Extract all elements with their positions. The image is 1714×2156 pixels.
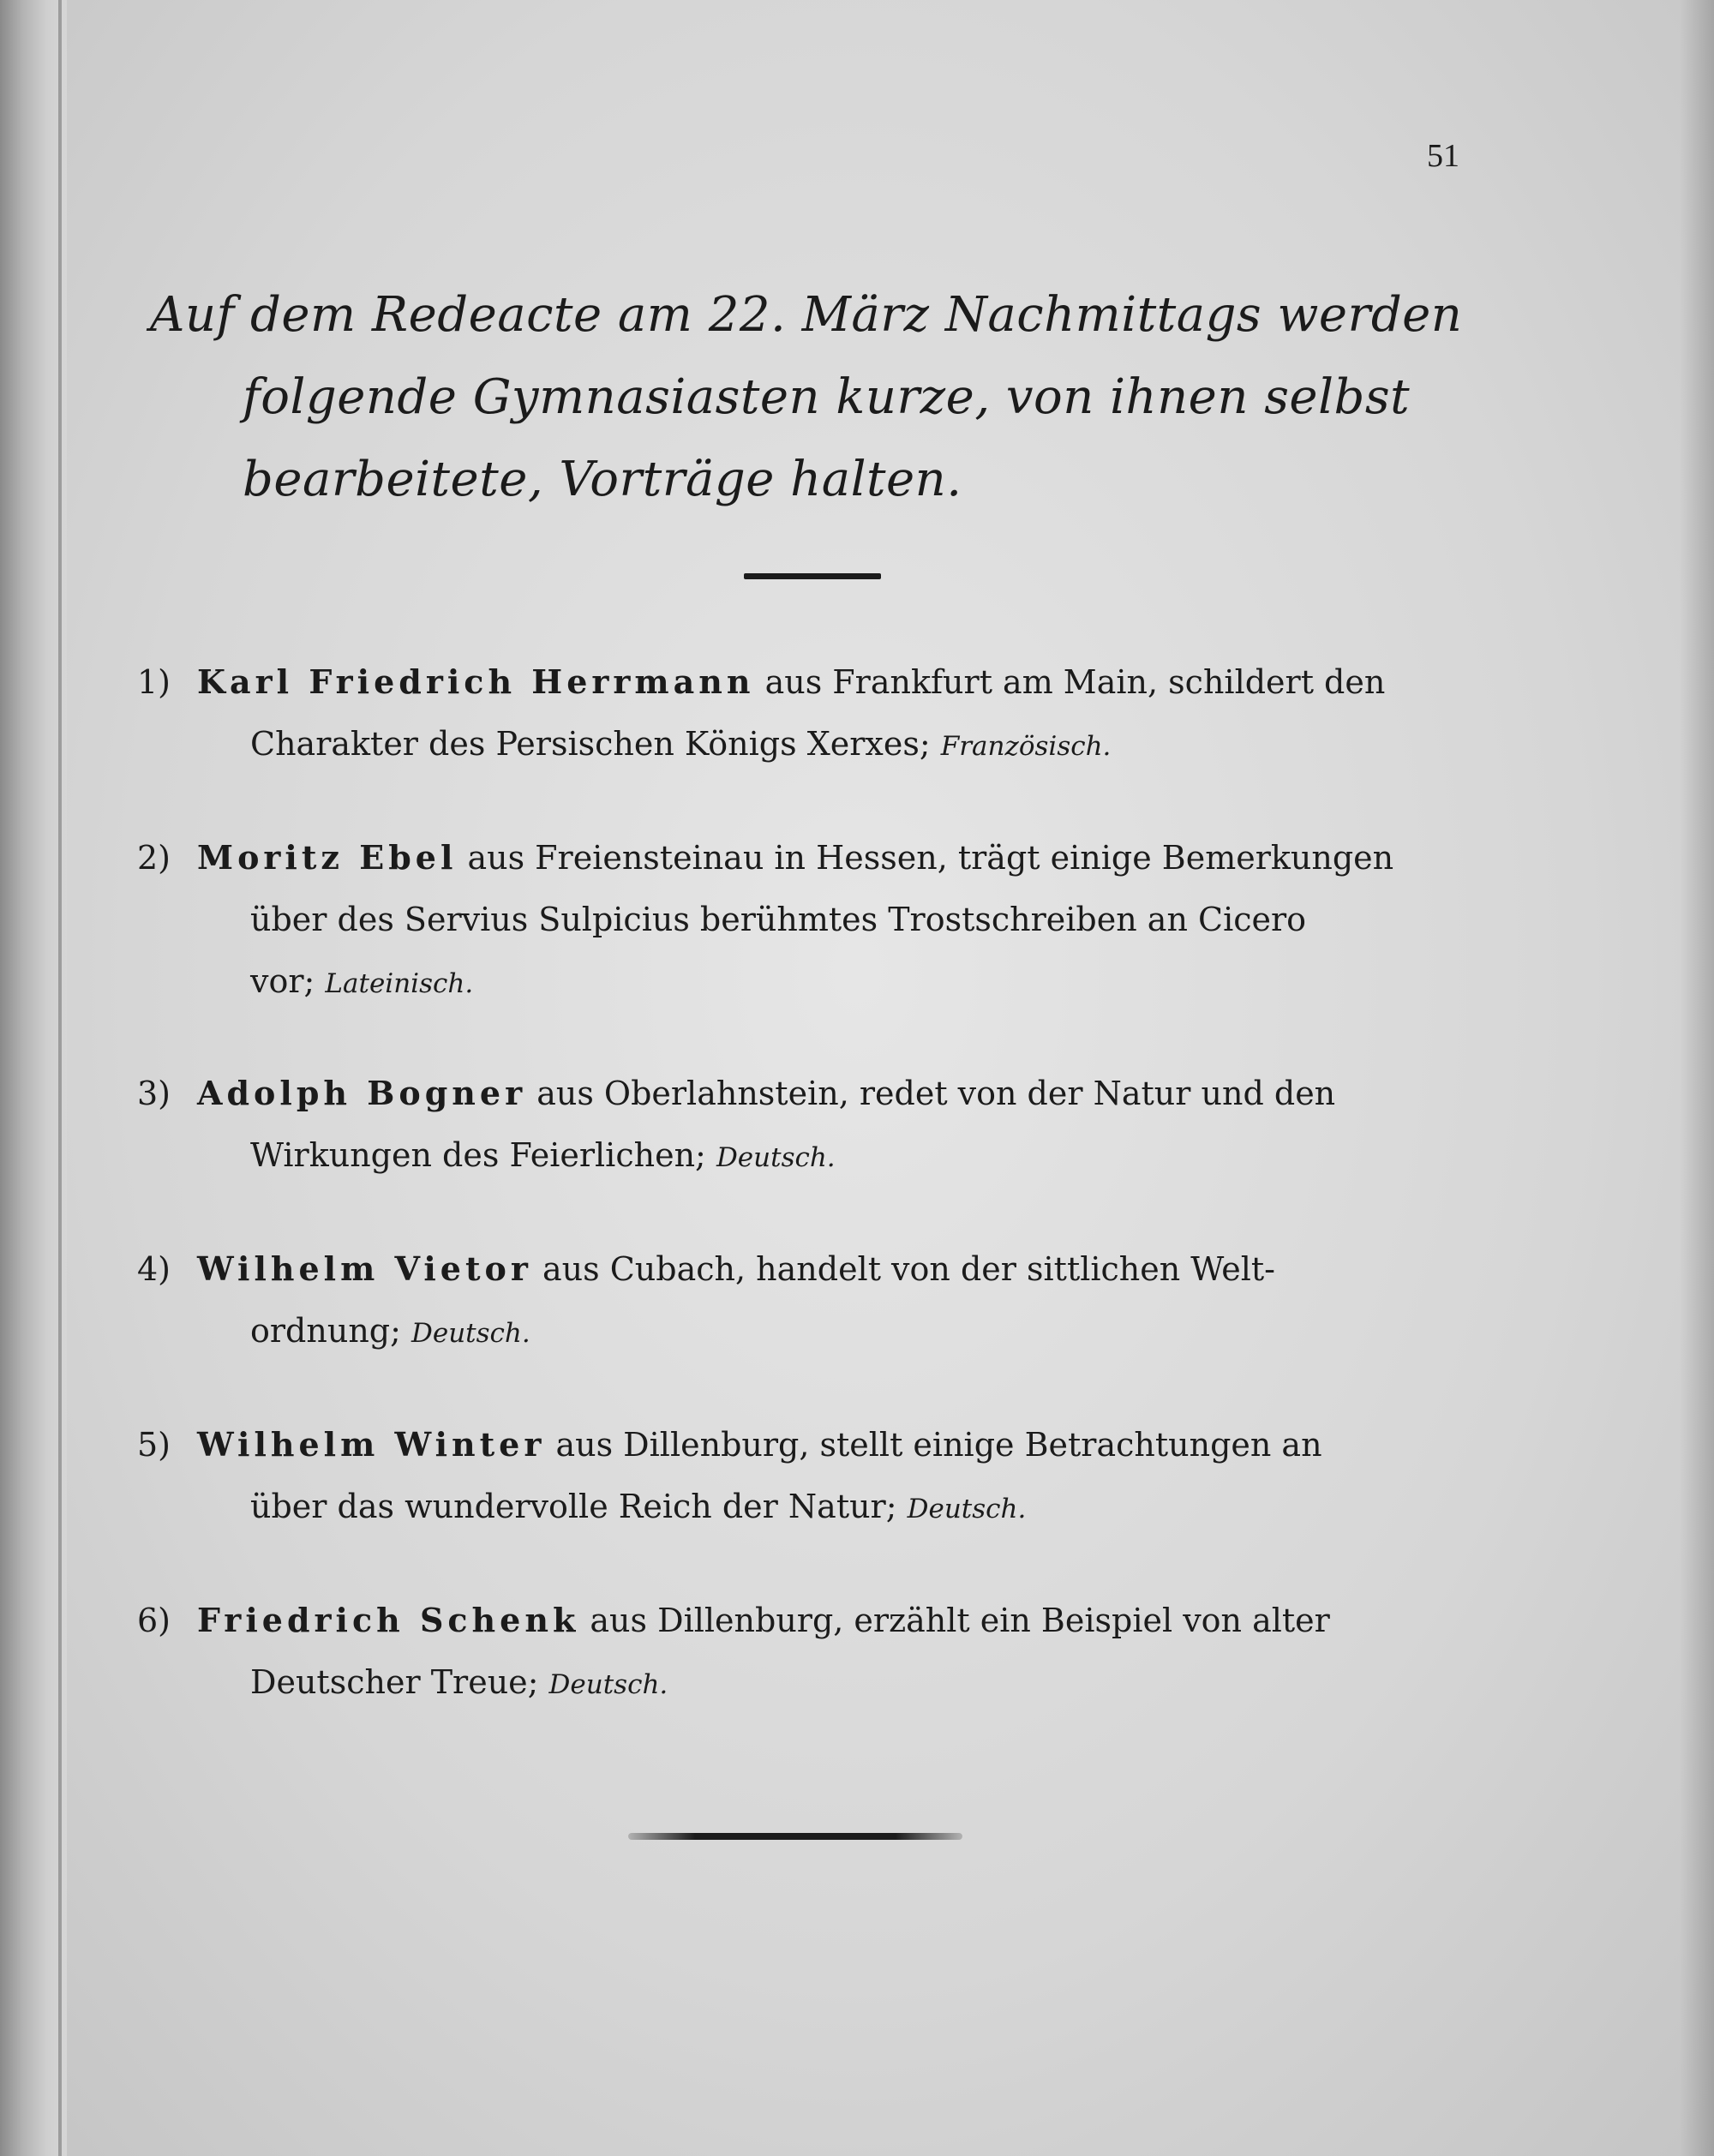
entry-text (197, 1590, 1465, 1716)
language-label: Deutsch. (716, 1142, 836, 1173)
language-label: Lateinisch. (325, 968, 474, 999)
page-heading (150, 274, 1487, 521)
closing-divider (628, 1833, 962, 1840)
speaker-name: Friedrich Schenk (197, 1601, 580, 1639)
entry-line-rest: aus Cubach, handelt von der sittlichen Welt- (531, 1250, 1276, 1288)
speaker-name: Moritz Ebel (197, 838, 458, 877)
entry-first-line (197, 1590, 1465, 1651)
entry-line-rest: aus Frankfurt am Main, schildert den (754, 663, 1386, 701)
entry-line-rest: aus Dillenburg, erzählt ein Beispiel von alter (579, 1602, 1330, 1639)
entry-last-line (197, 950, 1465, 1015)
entry-line-rest: aus Dillenburg, stellt einige Betrachtungen an (545, 1426, 1322, 1464)
entry-line-rest: aus Oberlahnstein, redet von der Natur und den (526, 1075, 1336, 1112)
entry-first-line (197, 1414, 1465, 1476)
entry-first-line (197, 1238, 1465, 1300)
entry-last-line-text: über das wundervolle Reich der Natur; (250, 1488, 897, 1525)
speaker-name: Wilhelm Winter (197, 1425, 546, 1464)
entry-text (197, 1414, 1465, 1540)
entry-text (197, 651, 1465, 777)
entry-number: 6) (137, 1602, 171, 1639)
entry-first-line (197, 651, 1465, 713)
entry-last-line-text: Deutscher Treue; (250, 1663, 539, 1701)
page-number: 51 (1427, 138, 1459, 174)
language-label: Deutsch. (411, 1318, 530, 1349)
entry-last-line (197, 1651, 1465, 1716)
entry-number: 5) (137, 1426, 171, 1464)
entry-first-line (197, 1063, 1465, 1124)
entry-number: 2) (137, 839, 171, 877)
entry-number: 3) (137, 1075, 171, 1112)
entry-middle-line: über des Servius Sulpicius berühmtes Trostschreiben an Cicero (250, 901, 1307, 938)
entry-last-line-text: Wirkungen des Feierlichen; (250, 1136, 706, 1174)
entry-last-line-text: Charakter des Persischen Königs Xerxes; (250, 725, 931, 763)
entry-number: 1) (137, 663, 171, 701)
language-label: Deutsch. (907, 1494, 1027, 1524)
entry-text (197, 1238, 1465, 1364)
speaker-name: Karl Friedrich Herrmann (197, 662, 755, 701)
heading-line-2: folgende Gymnasiasten kurze, von ihnen selbst (243, 369, 1411, 425)
page-edge-shadow (1680, 0, 1714, 2156)
speaker-name: Adolph Bogner (197, 1074, 527, 1112)
book-gutter (0, 0, 67, 2156)
language-label: Französisch. (940, 731, 1112, 762)
entry-last-line (197, 713, 1465, 777)
gutter-fold-line (58, 0, 62, 2156)
heading-line-3: bearbeitete, Vorträge halten. (243, 452, 962, 507)
entry-last-line (197, 1124, 1465, 1189)
heading-divider (744, 573, 881, 579)
speaker-name: Wilhelm Vietor (197, 1249, 532, 1288)
entry-first-line (197, 827, 1465, 889)
entry-number: 4) (137, 1250, 171, 1288)
entry-last-line (197, 1300, 1465, 1364)
entry-text (197, 827, 1465, 1015)
language-label: Deutsch. (548, 1669, 668, 1700)
entry-last-line (197, 1476, 1465, 1540)
entry-text (197, 1063, 1465, 1189)
entry-line-rest: aus Freiensteinau in Hessen, trägt einige Bemerkungen (457, 839, 1394, 877)
heading-line-1: Auf dem Redeacte am 22. März Nachmittags werden (150, 287, 1463, 343)
entry-last-line-text: vor; (250, 962, 315, 1000)
entry-last-line-text: ordnung; (250, 1312, 401, 1350)
